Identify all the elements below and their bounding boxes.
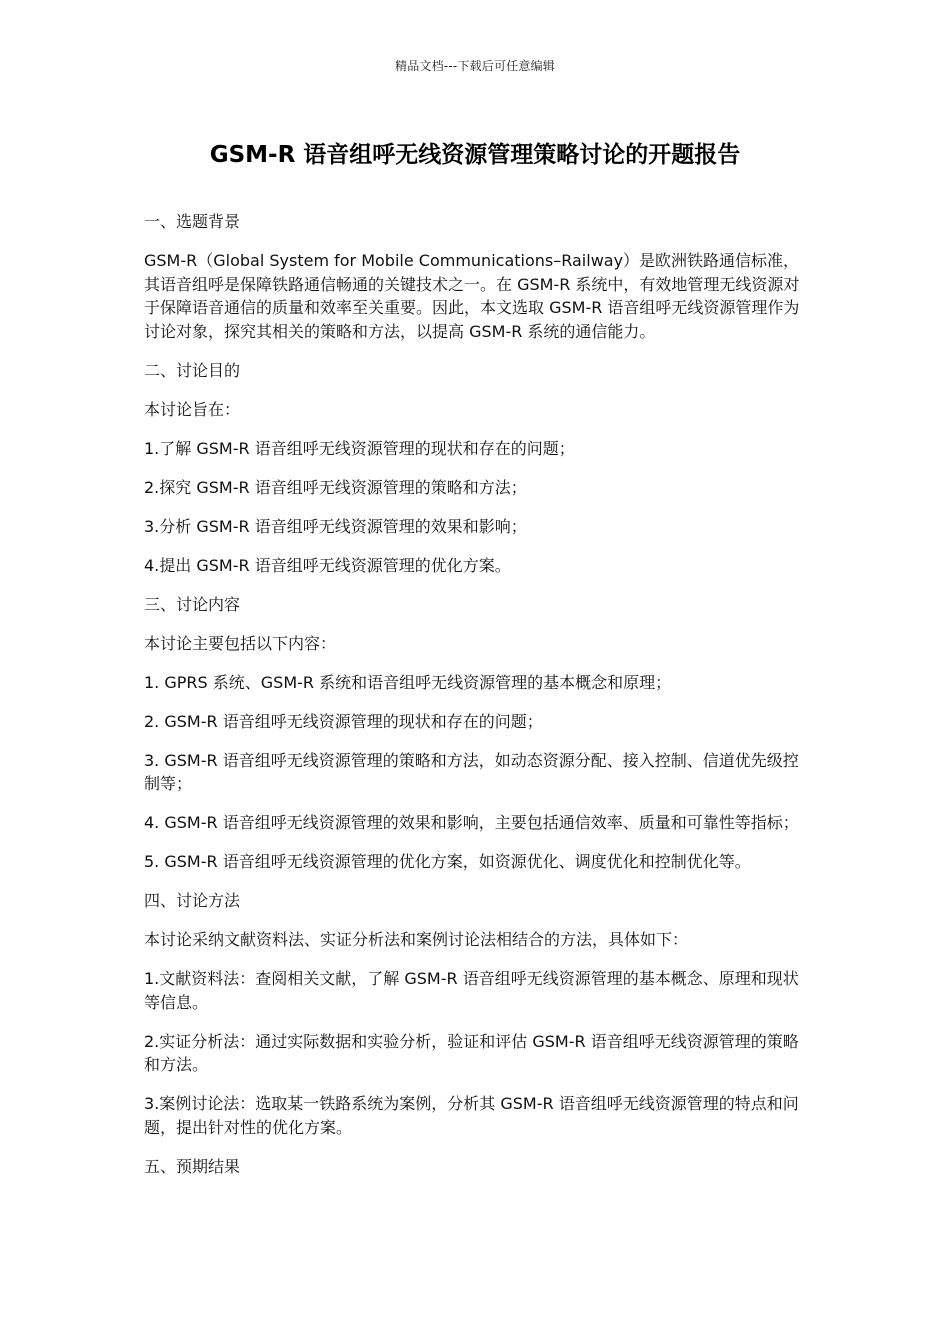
document-body bbox=[144, 210, 808, 1194]
list-item: 4. GSM-R 语音组呼无线资源管理的效果和影响，主要包括通信效率、质量和可靠性等指标； bbox=[144, 813, 799, 832]
list-item: 1. GPRS 系统、GSM-R 系统和语音组呼无线资源管理的基本概念和原理； bbox=[144, 672, 672, 692]
paragraph: 本讨论采纳文献资料法、实证分析法和案例讨论法相结合的方法，具体如下： bbox=[144, 930, 689, 949]
paragraph: GSM-R（Global System for Mobile Communications–Railway）是欧洲铁路通信标准，其语音组呼是保障铁路通信畅通的关键技术之一。在 GSM-R 系统中，有效地管理无线资源对于保障语音通信的质量和效率至关重要。因此，本文选取 GSM-R 语音组呼无线资源管理作为讨论对象，探究其相关的策略和方法，以提高 GSM-R 系统的通信能力。 bbox=[144, 251, 800, 341]
section-heading: 三、讨论内容 bbox=[144, 594, 241, 614]
header-note: 精品文档---下载后可任意编辑 bbox=[395, 59, 555, 73]
list-item: 1.文献资料法：查阅相关文献，了解 GSM-R 语音组呼无线资源管理的基本概念、原理和现状等信息。 bbox=[144, 969, 799, 1012]
list-item: 3.分析 GSM-R 语音组呼无线资源管理的效果和影响； bbox=[144, 516, 527, 536]
section-heading: 一、选题背景 bbox=[144, 212, 241, 231]
section-heading: 五、预期结果 bbox=[144, 1156, 241, 1176]
list-item: 2. GSM-R 语音组呼无线资源管理的现状和存在的问题； bbox=[144, 711, 543, 731]
list-item: 2.实证分析法：通过实际数据和实验分析，验证和评估 GSM-R 语音组呼无线资源管理的策略和方法。 bbox=[144, 1031, 799, 1074]
list-item: 4.提出 GSM-R 语音组呼无线资源管理的优化方案。 bbox=[144, 555, 511, 575]
paragraph: 本讨论主要包括以下内容： bbox=[144, 633, 337, 653]
list-item: 3. GSM-R 语音组呼无线资源管理的策略和方法，如动态资源分配、接入控制、信道优先级控制等； bbox=[144, 750, 799, 793]
list-item: 1.了解 GSM-R 语音组呼无线资源管理的现状和存在的问题； bbox=[144, 438, 575, 458]
section-expected-results bbox=[144, 1155, 808, 1179]
section-heading: 二、讨论目的 bbox=[144, 360, 241, 380]
section-background bbox=[144, 210, 808, 343]
document-title: GSM-R 语音组呼无线资源管理策略讨论的开题报告 bbox=[209, 142, 741, 168]
paragraph: 本讨论旨在： bbox=[144, 399, 241, 419]
section-purpose bbox=[144, 359, 808, 578]
list-item: 3.案例讨论法：选取某一铁路系统为案例，分析其 GSM-R 语音组呼无线资源管理的特点和问题，提出针对性的优化方案。 bbox=[144, 1094, 799, 1137]
section-content bbox=[144, 593, 808, 874]
list-item: 2.探究 GSM-R 语音组呼无线资源管理的策略和方法； bbox=[144, 477, 527, 497]
section-heading: 四、讨论方法 bbox=[144, 891, 241, 910]
list-item: 5. GSM-R 语音组呼无线资源管理的优化方案，如资源优化、调度优化和控制优化等。 bbox=[144, 852, 751, 871]
section-method bbox=[144, 889, 808, 1139]
